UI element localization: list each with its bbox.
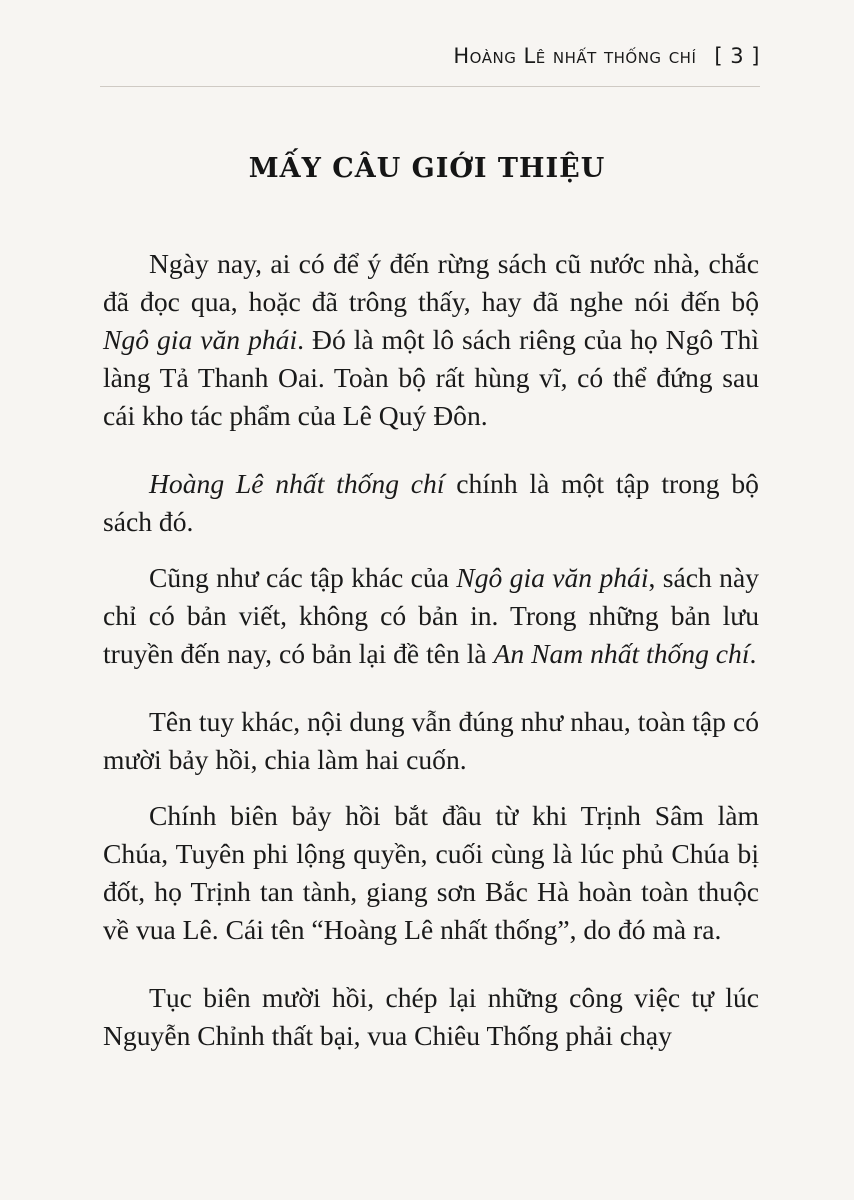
paragraph (103, 559, 759, 673)
header-rule (100, 86, 760, 87)
italic-title: An Nam nhất thống chí (493, 638, 750, 669)
text-segment: . Đó là một lô sách riêng của họ Ngô Thì làng Tả Thanh Oai. Toàn bộ rất hùng vĩ, có thể đứng sau cái kho tác phẩm của Lê Quý Đôn. (103, 324, 759, 431)
paragraph (103, 979, 759, 1055)
text-segment: chính là một tập trong bộ sách đó. (103, 468, 759, 537)
paragraph (103, 797, 759, 949)
page-number: [ 3 ] (714, 44, 760, 68)
italic-title: Ngô gia văn phái (456, 562, 649, 593)
italic-title: Hoàng Lê nhất thống chí (149, 468, 445, 499)
paragraph (103, 465, 759, 541)
text-segment: Cũng như các tập khác của (149, 562, 457, 593)
italic-title: Ngô gia văn phái (103, 324, 298, 355)
running-header (453, 44, 760, 68)
paragraph (103, 245, 759, 435)
running-header-title: Hoàng Lê nhất thống chí (453, 44, 697, 68)
body-text (103, 245, 759, 1073)
text-segment: Tục biên mười hồi, chép lại những công việc tự lúc Nguyễn Chỉnh thất bại, vua Chiêu Thống phải chạy (103, 982, 759, 1051)
text-segment: , sách này chỉ có bản viết, không có bản in. Trong những bản lưu truyền đến nay, có bản lại đề tên là (103, 562, 759, 669)
chapter-title: MẤY CÂU GIỚI THIỆU (248, 153, 606, 184)
text-segment: Ngày nay, ai có để ý đến rừng sách cũ nước nhà, chắc đã đọc qua, hoặc đã trông thấy, hay đã nghe nói đến bộ (103, 248, 759, 317)
text-segment: . (749, 638, 757, 669)
text-segment: Tên tuy khác, nội dung vẫn đúng như nhau, toàn tập có mười bảy hồi, chia làm hai cuốn. (103, 706, 759, 775)
paragraph (103, 703, 759, 779)
text-segment: Chính biên bảy hồi bắt đầu từ khi Trịnh Sâm làm Chúa, Tuyên phi lộng quyền, cuối cùng là lúc phủ Chúa bị đốt, họ Trịnh tan tành, giang sơn Bắc Hà hoàn toàn thuộc về vua Lê. Cái tên “Hoàng Lê nhất thống”, do đó mà ra. (103, 800, 759, 945)
